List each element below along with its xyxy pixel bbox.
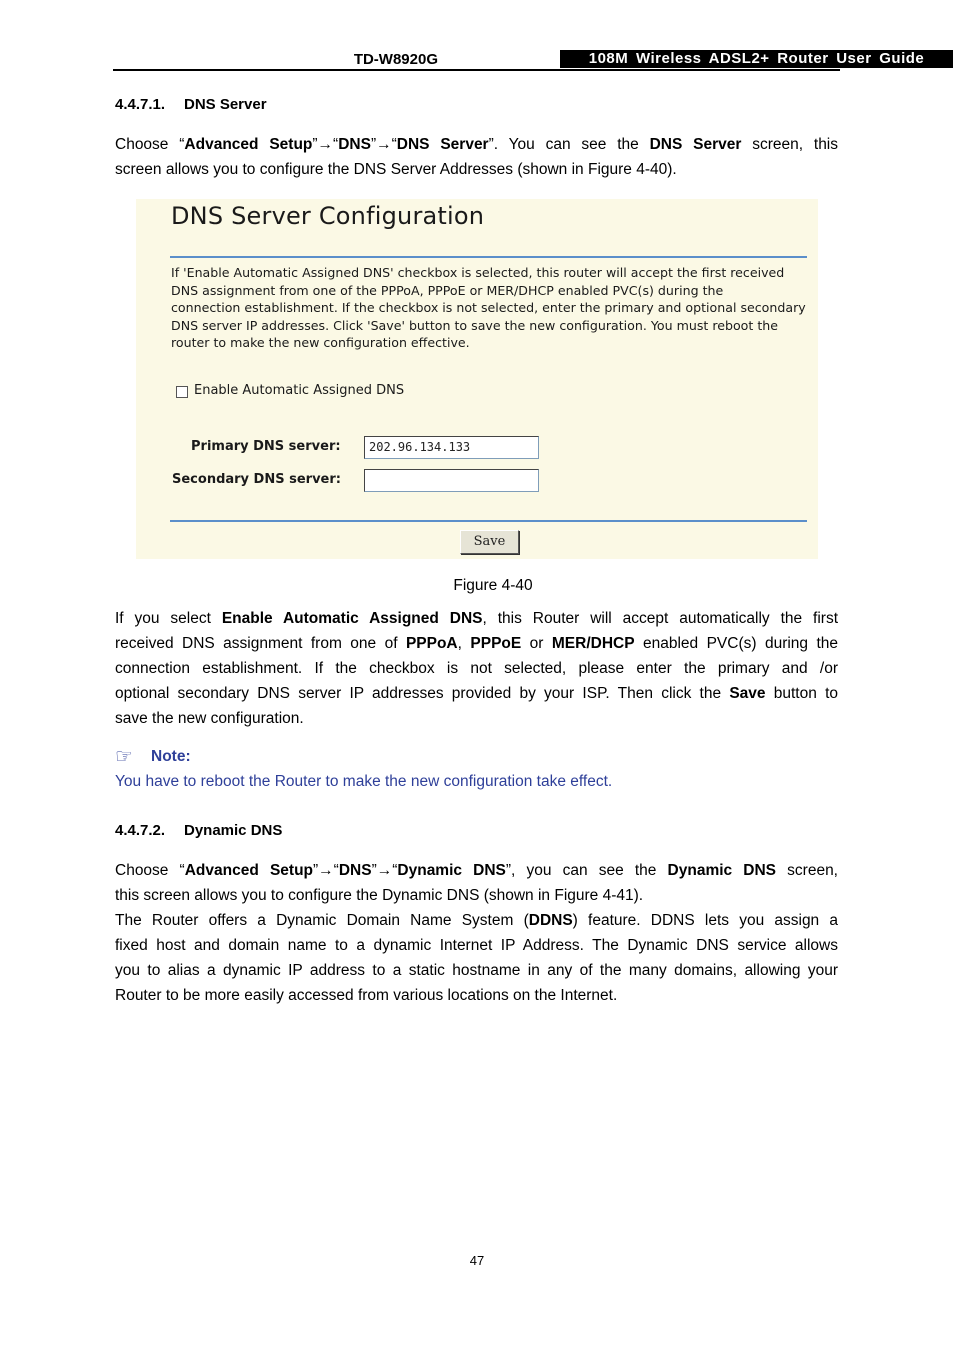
- dynamic-dns-paragraph: Choose “Advanced Setup”→“DNS”→“Dynamic DNS”, you can see the Dynamic DNS screen, this screen allows you to configure the Dynamic DNS (shown in Figure 4-41). The Router offers a Dynamic Domain Name System (DDNS) feature. DDNS lets you assign a fixed host and domain name to a dynamic Internet IP Address. The Dynamic DNS service allows you to alias a dynamic IP address to a static hostname in any of the many domains, allowing your Router to be more easily accessed from various locations on the Internet.: [115, 862, 838, 1004]
- note-heading: [115, 744, 191, 769]
- primary-dns-input[interactable]: 202.96.134.133: [364, 436, 539, 459]
- primary-dns-label: Primary DNS server:: [191, 439, 341, 454]
- figure-top-rule: [170, 256, 807, 258]
- figure-title: DNS Server Configuration: [171, 202, 485, 230]
- header-rule: [113, 69, 840, 71]
- intro-line-2: screen allows you to configure the DNS Server Addresses (shown in Figure 4-40).: [115, 161, 677, 178]
- note-label: Note:: [151, 748, 191, 765]
- dns-config-screenshot: [136, 199, 818, 559]
- figure-caption: Figure 4-40: [453, 577, 533, 594]
- section-title: DNS Server: [184, 96, 267, 113]
- note-text: You have to reboot the Router to make the new configuration take effect.: [115, 773, 613, 790]
- pointing-hand-icon: ☞: [115, 746, 133, 768]
- intro-line-1: Choose “Advanced Setup”→“DNS”→“DNS Server”. You can see the DNS Server screen, this: [115, 136, 838, 153]
- secondary-dns-input[interactable]: [364, 469, 539, 492]
- enable-auto-dns-checkbox[interactable]: [176, 386, 188, 398]
- figure-description: If 'Enable Automatic Assigned DNS' checkbox is selected, this router will accept the first received DNS assignment from one of the PPPoA, PPPoE or MER/DHCP enabled PVC(s) during the connection establishment. If the checkbox is not selected, enter the primary and optional secondary DNS server IP addresses. Click 'Save' button to save the new configuration. You must reboot the router to make the new configuration effective.: [171, 265, 806, 350]
- secondary-dns-label: Secondary DNS server:: [172, 472, 341, 487]
- enable-auto-dns-label: Enable Automatic Assigned DNS: [194, 383, 405, 398]
- header-title: 108M Wireless ADSL2+ Router User Guide: [560, 50, 953, 68]
- save-button[interactable]: Save: [460, 530, 519, 554]
- figure-bottom-rule: [170, 520, 807, 522]
- header-model: TD-W8920G: [353, 51, 438, 68]
- section-number: 4.4.7.2.: [115, 822, 166, 839]
- intro-paragraph: [115, 132, 838, 182]
- page-number: 47: [469, 1253, 485, 1268]
- page-header: [113, 50, 925, 70]
- section-title: Dynamic DNS: [184, 822, 283, 839]
- auto-dns-paragraph: If you select Enable Automatic Assigned DNS, this Router will accept automatically the first received DNS assignment from one of PPPoA, PPPoE or MER/DHCP enabled PVC(s) during the connection establishment. If the checkbox is not selected, please enter the primary and /or optional secondary DNS server IP addresses provided by your ISP. Then click the Save button to save the new configuration.: [115, 610, 838, 727]
- section-heading-dynamic-dns: [115, 822, 282, 839]
- section-heading-dns-server: [115, 96, 267, 113]
- section-number: 4.4.7.1.: [115, 96, 166, 113]
